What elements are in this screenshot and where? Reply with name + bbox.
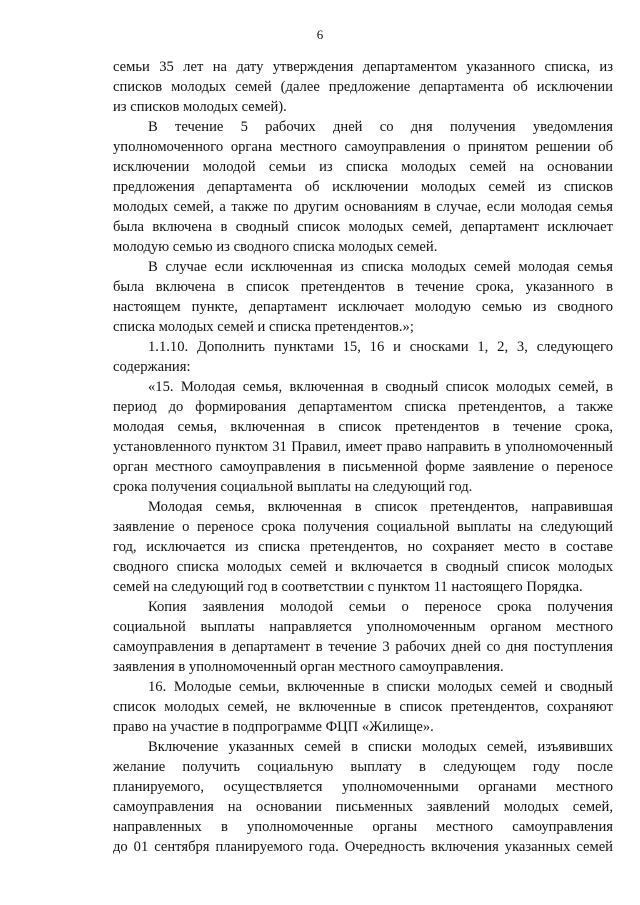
- text-line: настоящем пункте, департамент исключает молодую семью из сводного: [113, 299, 613, 315]
- text-line: направленных в уполномоченные органы местного самоуправления: [113, 819, 613, 835]
- text-line: установленного пунктом 31 Правил, имеет право направить в уполномоченный: [113, 439, 613, 455]
- text-line: сводного списка молодых семей и включается в сводный список молодых: [113, 559, 613, 575]
- text-line: орган местного самоуправления в письменной форме заявление о переносе: [113, 459, 613, 475]
- text-line: год, исключается из списка претендентов, но сохраняет место в составе: [113, 539, 613, 555]
- text-line: молодых семей, а также по другим основаниям в случае, если молодая семья: [113, 199, 613, 215]
- text-line: срока получения социальной выплаты на следующий год.: [113, 479, 473, 495]
- text-line: социальной выплаты направляется уполномоченным органом местного: [113, 619, 613, 635]
- text-line: исключении молодой семьи из списка молодых семей на основании: [113, 159, 613, 175]
- text-line: самоуправления в департамент в течение 3 рабочих дней со дня поступления: [113, 639, 613, 655]
- text-line: из списков молодых семей).: [113, 99, 287, 115]
- text-line: была включена в сводный список молодых семей, департамент исключает: [113, 219, 613, 235]
- page-number: 6: [316, 27, 324, 42]
- text-line: заявление о переносе срока получения социальной выплаты на следующий: [113, 519, 613, 535]
- text-line: была включена в список претендентов в течение срока, указанного в: [113, 279, 613, 295]
- text-line: планируемого, осуществляется уполномоченными органами местного: [113, 779, 613, 795]
- document-body: [113, 57, 613, 857]
- text-line: молодая семья, включенная в список претендентов в течение срока,: [113, 419, 613, 435]
- text-line: Включение указанных семей в списки молодых семей, изъявивших: [148, 739, 613, 755]
- text-line: до 01 сентября планируемого года. Очередность включения указанных семей: [113, 839, 613, 855]
- text-line: «15. Молодая семья, включенная в сводный список молодых семей, в: [148, 379, 613, 395]
- text-line: желание получить социальную выплату в следующем году после: [113, 759, 613, 775]
- text-line: В течение 5 рабочих дней со дня получения уведомления: [148, 119, 613, 135]
- text-line: семьи 35 лет на дату утверждения департаментом указанного списка, из: [113, 59, 613, 75]
- text-line: уполномоченного органа местного самоуправления о принятом решении об: [113, 139, 613, 155]
- text-line: молодую семью из сводного списка молодых семей.: [113, 239, 438, 255]
- text-line: предложения департамента об исключении молодых семей из списков: [113, 179, 613, 195]
- text-line: список молодых семей, не включенные в список претендентов, сохраняют: [113, 699, 613, 715]
- text-line: списков молодых семей (далее предложение департамента об исключении: [113, 79, 613, 95]
- text-line: заявления в уполномоченный орган местного самоуправления.: [113, 659, 504, 675]
- text-line: 1.1.10. Дополнить пунктами 15, 16 и сносками 1, 2, 3, следующего: [148, 339, 613, 355]
- text-line: Копия заявления молодой семьи о переносе срока получения: [148, 599, 613, 615]
- text-line: В случае если исключенная из списка молодых семей молодая семья: [148, 259, 613, 275]
- text-line: содержания:: [113, 359, 191, 375]
- text-line: 16. Молодые семьи, включенные в списки молодых семей и сводный: [148, 679, 613, 695]
- text-line: право на участие в подпрограмме ФЦП «Жилище».: [113, 719, 434, 735]
- text-line: период до формирования департаментом списка претендентов, а также: [113, 399, 613, 415]
- text-line: семей на следующий год в соответствии с пунктом 11 настоящего Порядка.: [113, 579, 583, 595]
- text-line: списка молодых семей и списка претендентов.»;: [113, 319, 414, 335]
- text-line: Молодая семья, включенная в список претендентов, направившая: [148, 499, 613, 515]
- text-line: самоуправления на основании письменных заявлений молодых семей,: [113, 799, 613, 815]
